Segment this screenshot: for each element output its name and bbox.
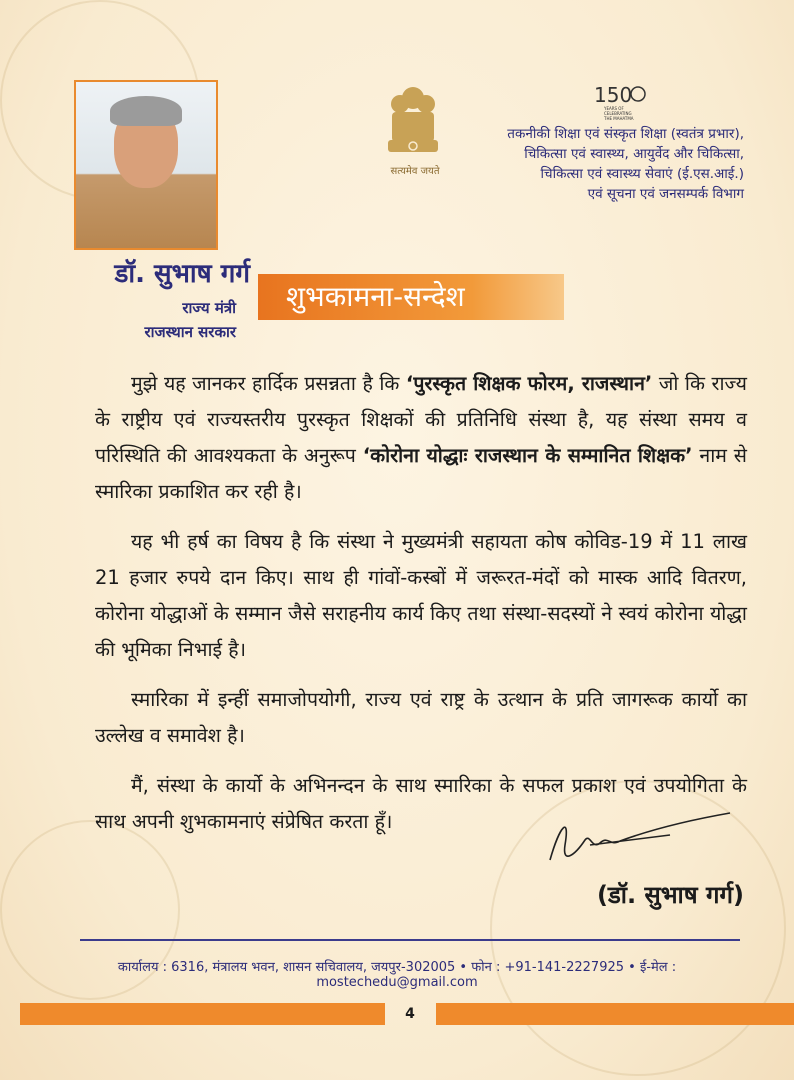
message-body: [95, 366, 747, 854]
signature: [530, 805, 750, 880]
svg-text:THE MAHATMA: THE MAHATMA: [604, 116, 634, 121]
message-banner: शुभकामना-सन्देश: [258, 274, 564, 320]
message-paragraph: [95, 366, 747, 510]
paragraph-text: जो कि राज्य के राष्ट्रीय एवं राज्यस्तरीय पुरस्कृत शिक्षकों की प्रतिनिधि संस्था है, यह संस्था समय व परिस्थिति की आवश्यकता के अनुरूप: [95, 372, 747, 467]
svg-text:CELEBRATING: CELEBRATING: [604, 111, 632, 116]
paragraph-text: स्मारिका में इन्हीं समाजोपयोगी, राज्य एवं राष्ट्र के उत्थान के प्रति जागरूक कार्यो का उल्लेख व समावेश है।: [95, 688, 747, 747]
department-line: तकनीकी शिक्षा एवं संस्कृत शिक्षा (स्वतंत्र प्रभार),: [507, 126, 744, 142]
highlighted-title: ‘कोरोना योद्धाः राजस्थान के सम्मानित शिक्षक’: [362, 444, 693, 467]
department-line: चिकित्सा एवं स्वास्थ्य, आयुर्वेद और चिकित्सा,: [524, 146, 744, 162]
department-line: एवं सूचना एवं जनसम्पर्क विभाग: [587, 186, 744, 202]
highlighted-title: ‘पुरस्कृत शिक्षक फोरम, राजस्थान’: [405, 372, 653, 395]
department-line: चिकित्सा एवं स्वास्थ्य सेवाएं (ई.एस.आई.): [540, 166, 744, 182]
footer-divider: [80, 939, 740, 941]
message-paragraph: [95, 682, 747, 754]
signature-name: (डॉ. सुभाष गर्ग): [596, 881, 744, 909]
footer-bar-left: [20, 1003, 385, 1025]
emblem-caption: सत्यमेव जयते: [390, 166, 440, 177]
paragraph-text: यह भी हर्ष का विषय है कि संस्था ने मुख्यमंत्री सहायता कोष कोविड-19 में 11 लाख 21 हजार रुपये दान किए। साथ ही गांवों-कस्बों में जरूरत-मंदों को मास्क आदि वितरण, कोरोना योद्धाओं के सम्मान जैसे सराहनीय कार्य किए तथा संस्था-सदस्यों ने स्वयं कोरोना योद्धा की भूमिका निभाई है।: [95, 530, 747, 661]
svg-text:YEARS OF: YEARS OF: [604, 106, 624, 111]
department-block: [414, 124, 744, 204]
svg-text:150: 150: [594, 83, 633, 107]
paragraph-text: नाम से स्मारिका प्रकाशित कर रही है।: [95, 444, 747, 503]
author-name: डॉ. सुभाष गर्ग: [114, 259, 250, 289]
page-number: 4: [405, 1006, 415, 1022]
gandhi-150-logo: [590, 80, 650, 122]
message-paragraph: [95, 524, 747, 668]
footer-contact: कार्यालय : 6316, मंत्रालय भवन, शासन सचिवालय, जयपुर-302005 • फोन : +91-141-2227925 • ई-मेल : mostechedu@gmail.com: [117, 960, 677, 990]
author-role: राज्य मंत्री: [182, 299, 236, 317]
paragraph-text: मैं, संस्था के कार्यो के अभिनन्दन के साथ स्मारिका के सफल प्रकाश एवं उपयोगिता के साथ अपनी शुभकामनाएं संप्रेषित करता हूँ।: [95, 774, 747, 833]
footer-bar-right: [436, 1003, 794, 1025]
author-photo: [74, 80, 218, 250]
paragraph-text: मुझे यह जानकर हार्दिक प्रसन्नता है कि: [131, 372, 406, 395]
author-government: राजस्थान सरकार: [144, 323, 236, 341]
